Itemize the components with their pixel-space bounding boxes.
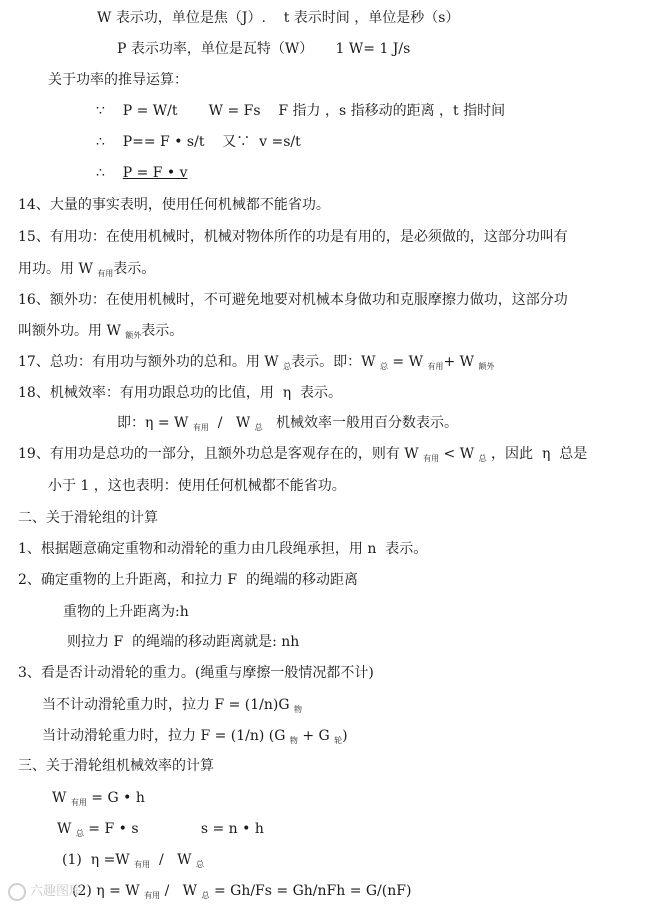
text-line-item-15-cont: 用功。用 W $_{有用}$表示。 [18, 261, 156, 278]
watermark: 六趣图库 [8, 880, 128, 904]
watermark-logo-icon [8, 883, 26, 901]
underlined-formula: P = F • v [122, 165, 188, 181]
text-line-efficiency-2: (2) η = W $_{有用}$ / W $_总$ = Gh/Fs = Gh/nFh = G/(nF) [72, 883, 412, 900]
text-line-item-19-cont: 小于 1 ，这也表明：使用任何机械都不能省功。 [48, 478, 346, 494]
text-line-power-units: P 表示功率，单位是瓦特（W） 1 W= 1 J/s [117, 41, 411, 57]
text-line-force-without-pulley: 当不计动滑轮重力时，拉力 F = (1/n)G $_物$ [42, 697, 302, 714]
text-line-efficiency-1: (1) η =W $_{有用}$ / W $_总$ [62, 852, 204, 869]
section-heading-pulley-calc: 二、关于滑轮组的计算 [18, 510, 158, 526]
text-line-force-with-pulley: 当计动滑轮重力时，拉力 F = (1/n) (G $_物$ + G $_轮$) [42, 728, 348, 745]
text-line-item-17: 17、总功：有用功与额外功的总和。用 W $_总$表示。即：W $_总$ = W $_{有用}$+ W $_{额外}$ [18, 354, 495, 371]
text-line-step-1: 1、根据题意确定重物和动滑轮的重力由几段绳承担，用 n 表示。 [18, 541, 428, 557]
text-line-therefore-formula-1: ∴ P== F • s/t 又∵ v =s/t [96, 134, 301, 150]
text-line-step-2: 2、确定重物的上升距离，和拉力 F 的绳端的移动距离 [18, 572, 358, 588]
text-line-work-units: W 表示功，单位是焦（J）. t 表示时间 ，单位是秒（s） [97, 10, 460, 26]
text-line-step-3: 3、看是否计动滑轮的重力。(绳重与摩擦一般情况都不计) [18, 665, 374, 681]
text-line-item-15: 15、有用功：在使用机械时，机械对物体所作的功是有用的，是必须做的，这部分功叫有 [18, 229, 568, 245]
text-line-therefore-formula-2: ∴ P = F • v [96, 165, 188, 181]
text-line-total-work-formula: W $_总$ = F • s s = n • h [57, 821, 264, 838]
text-line-useful-work-formula: W $_{有用}$ = G • h [52, 790, 145, 807]
text-line-item-16-cont: 叫额外功。用 W $_{额外}$表示。 [18, 323, 184, 340]
section-heading-pulley-efficiency: 三、关于滑轮组机械效率的计算 [18, 758, 214, 774]
text-line-rope-distance: 则拉力 F 的绳端的移动距离就是: nh [67, 634, 300, 650]
text-line-item-14: 14、大量的事实表明，使用任何机械都不能省功。 [18, 197, 330, 213]
text-line-power-derivation-heading: 关于功率的推导运算： [48, 72, 188, 88]
text-line-item-16: 16、额外功：在使用机械时，不可避免地要对机械本身做功和克服摩擦力做功，这部分功 [18, 292, 568, 308]
text-line-item-18: 18、机械效率：有用功跟总功的比值，用 η 表示。 [18, 385, 343, 401]
text-line-item-19: 19、有用功是总功的一部分，且额外功总是客观存在的，则有 W $_{有用}$ < W $_总$ ，因此 η 总是 [18, 446, 588, 463]
text-line-efficiency-formula: 即：η = W $_{有用}$ / W $_总$ 机械效率一般用百分数表示。 [117, 415, 459, 432]
text-line-rise-distance: 重物的上升距离为:h [63, 604, 189, 620]
text-line-because-formula: ∵ P = W/t W = Fs F 指力 ，s 指移动的距离 ，t 指时间 [96, 103, 506, 119]
